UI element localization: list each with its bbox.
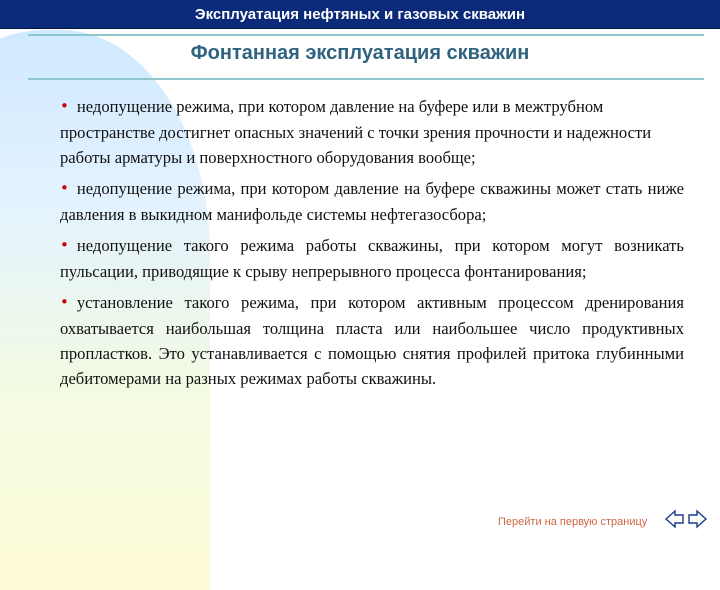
bullet-text: недопущение режима, при котором давление на буфере или в межтрубном пространстве достигнет опасных значений с точки зрения прочности и надежности работы арматуры и поверхностного оборудования вообще; (60, 97, 652, 167)
bullet-text: недопущение режима, при котором давление на буфере скважины может стать ниже давления в выкидном манифольде системы нефтегазосбора; (60, 179, 684, 224)
header-title: Эксплуатация нефтяных и газовых скважин (194, 5, 526, 23)
double-arrow-icon[interactable] (664, 508, 708, 535)
bullet-icon: • (60, 236, 69, 254)
list-item (60, 176, 684, 227)
bullet-text: недопущение такого режима работы скважины, при котором могут возникать пульсации, приводящие к срыву непрерывного процесса фонтанирования; (60, 236, 684, 281)
slide-title: Фонтанная эксплуатация скважин (190, 42, 530, 64)
list-item (60, 290, 684, 391)
bullet-list (60, 94, 684, 397)
title-divider-bottom (28, 78, 704, 80)
title-divider-top (28, 34, 704, 36)
first-page-link[interactable]: Перейти на первую страницу (498, 516, 648, 528)
header-bar (0, 0, 720, 29)
bullet-icon: • (60, 179, 69, 197)
list-item (60, 94, 684, 170)
bullet-text: установление такого режима, при котором активным процессом дренирования охватывается наибольшая толщина пласта или наибольшее число продуктивных пропластков. Это устанавливается с помощью снятия профилей притока глубинными дебитомерами на разных режимах работы скважины. (60, 293, 684, 388)
list-item (60, 233, 684, 284)
bullet-icon: • (60, 97, 69, 115)
bullet-icon: • (60, 293, 69, 311)
